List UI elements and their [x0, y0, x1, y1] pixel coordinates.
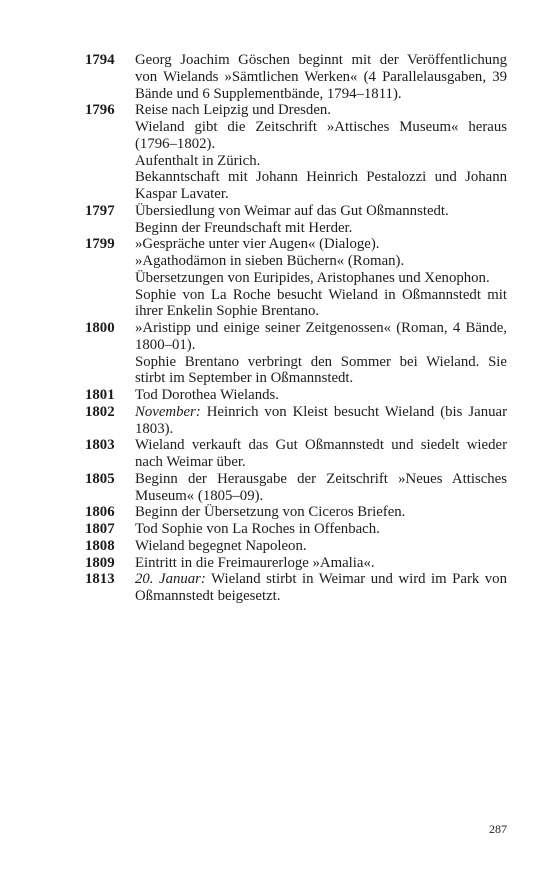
entry-line: Eintritt in die Freimaurerloge »Amalia«. [135, 554, 375, 571]
entry-line: Tod Sophie von La Roches in Offenbach. [135, 521, 380, 537]
entry-line: Übersetzungen von Euripides, Aristophanes und Xenophon. [135, 269, 490, 286]
chronology [85, 52, 507, 605]
entry-line: Kaspar Lavater. [135, 186, 229, 202]
entry-line: Wieland verkauft das Gut Oßmannstedt und siedelt wieder [135, 437, 507, 454]
entry-text [135, 571, 507, 605]
entry-year: 1803 [85, 437, 115, 454]
entry-year: 1808 [85, 537, 115, 554]
entry-item [135, 471, 507, 505]
entry-line: Bände und 6 Supplementbände, 1794–1811). [135, 85, 402, 102]
entry-line: Beginn der Freundschaft mit Herder. [135, 219, 353, 236]
entry-line [135, 404, 507, 421]
entry-line: stirbt im September in Oßmannstedt. [135, 370, 354, 387]
chronology-entry [85, 236, 507, 320]
entry-item [135, 504, 507, 521]
entry-line: nach Weimar über. [135, 454, 246, 470]
entry-item [135, 52, 507, 102]
entry-item [135, 538, 507, 555]
entry-item [135, 404, 507, 438]
chronology-entry [85, 387, 507, 404]
chronology-entry [85, 203, 507, 237]
entry-line: Aufenthalt in Zürich. [135, 152, 261, 169]
entry-year: 1813 [85, 571, 115, 588]
chronology-entry [85, 504, 507, 521]
entry-line: »Gespräche unter vier Augen« (Dialoge). [135, 236, 380, 253]
entry-year: 1797 [85, 202, 115, 219]
entry-line: Sophie Brentano verbringt den Sommer bei Wieland. Sie [135, 353, 507, 370]
entry-text [135, 538, 507, 555]
entry-item [135, 220, 507, 237]
entry-text [135, 236, 507, 320]
chronology-entry [85, 320, 507, 387]
chronology-entry [85, 521, 507, 538]
entry-text [135, 555, 507, 572]
entry-text [135, 52, 507, 102]
entry-line-text: Wieland stirbt in Weimar und wird im Park von [211, 571, 507, 588]
entry-year: 1806 [85, 504, 115, 521]
entry-line: (1796–1802). [135, 135, 216, 152]
entry-line: Sophie von La Roche besucht Wieland in Oßmannstedt mit [135, 286, 507, 303]
entry-text [135, 404, 507, 438]
chronology-entry [85, 404, 507, 438]
entry-item [135, 119, 507, 153]
chronology-entry [85, 471, 507, 505]
entry-item [135, 253, 507, 270]
entry-line [135, 571, 507, 588]
entry-item [135, 521, 507, 538]
entry-line: Beginn der Herausgabe der Zeitschrift »Neues Attisches [135, 470, 507, 487]
entry-text [135, 102, 507, 203]
entry-line: Bekanntschaft mit Johann Heinrich Pestalozzi und Johann [135, 169, 507, 186]
entry-line: Oßmannstedt beigesetzt. [135, 588, 281, 604]
chronology-entry [85, 538, 507, 555]
entry-text [135, 320, 507, 387]
entry-line: Übersiedlung von Weimar auf das Gut Oßmannstedt. [135, 202, 449, 219]
entry-line: »Aristipp und einige seiner Zeitgenossen« (Roman, 4 Bände, [135, 320, 507, 336]
chronology-entry [85, 555, 507, 572]
chronology-entry [85, 571, 507, 605]
entry-line-text: Heinrich von Kleist besucht Wieland (bis Januar [206, 403, 507, 420]
entry-text [135, 203, 507, 237]
entry-item [135, 102, 507, 119]
entry-line: ihrer Enkelin Sophie Brentano. [135, 303, 320, 320]
entry-line: »Agathodämon in sieben Büchern« (Roman). [135, 253, 405, 269]
entry-item [135, 169, 507, 203]
entry-item [135, 203, 507, 220]
entry-text [135, 437, 507, 471]
entry-date-lead: 20. Januar: [135, 571, 206, 588]
entry-line: 1803). [135, 420, 174, 437]
entry-text [135, 387, 507, 404]
entry-year: 1805 [85, 470, 115, 487]
entry-text [135, 504, 507, 521]
entry-item [135, 437, 507, 471]
entry-year: 1802 [85, 403, 115, 420]
entry-text [135, 521, 507, 538]
entry-item [135, 571, 507, 605]
entry-line: Museum« (1805–09). [135, 487, 264, 504]
entry-item [135, 387, 507, 404]
entry-line: Wieland gibt die Zeitschrift »Attisches Museum« heraus [135, 119, 507, 135]
entry-item [135, 236, 507, 253]
entry-item [135, 270, 507, 287]
entry-item [135, 153, 507, 170]
entry-line: Wieland begegnet Napoleon. [135, 537, 307, 554]
entry-year: 1794 [85, 52, 115, 68]
entry-date-lead: November: [135, 403, 201, 420]
entry-item [135, 354, 507, 388]
page-number: 287 [489, 822, 507, 836]
entry-year: 1800 [85, 320, 115, 336]
entry-text [135, 471, 507, 505]
entry-year: 1807 [85, 521, 115, 537]
entry-year: 1809 [85, 554, 115, 571]
entry-line: Beginn der Übersetzung von Ciceros Briefen. [135, 504, 406, 521]
chronology-entry [85, 102, 507, 203]
entry-item [135, 287, 507, 321]
entry-item [135, 320, 507, 354]
chronology-entry [85, 52, 507, 102]
entry-line: von Wielands »Sämtlichen Werken« (4 Parallelausgaben, 39 [135, 68, 507, 85]
entry-line: Reise nach Leipzig und Dresden. [135, 102, 331, 119]
entry-line: Georg Joachim Göschen beginnt mit der Veröffentlichung [135, 52, 507, 68]
entry-year: 1796 [85, 102, 115, 119]
entry-item [135, 555, 507, 572]
chronology-entry [85, 437, 507, 471]
entry-line: 1800–01). [135, 336, 196, 353]
entry-year: 1799 [85, 236, 115, 253]
entry-line: Tod Dorothea Wielands. [135, 387, 279, 403]
entry-year: 1801 [85, 387, 115, 403]
